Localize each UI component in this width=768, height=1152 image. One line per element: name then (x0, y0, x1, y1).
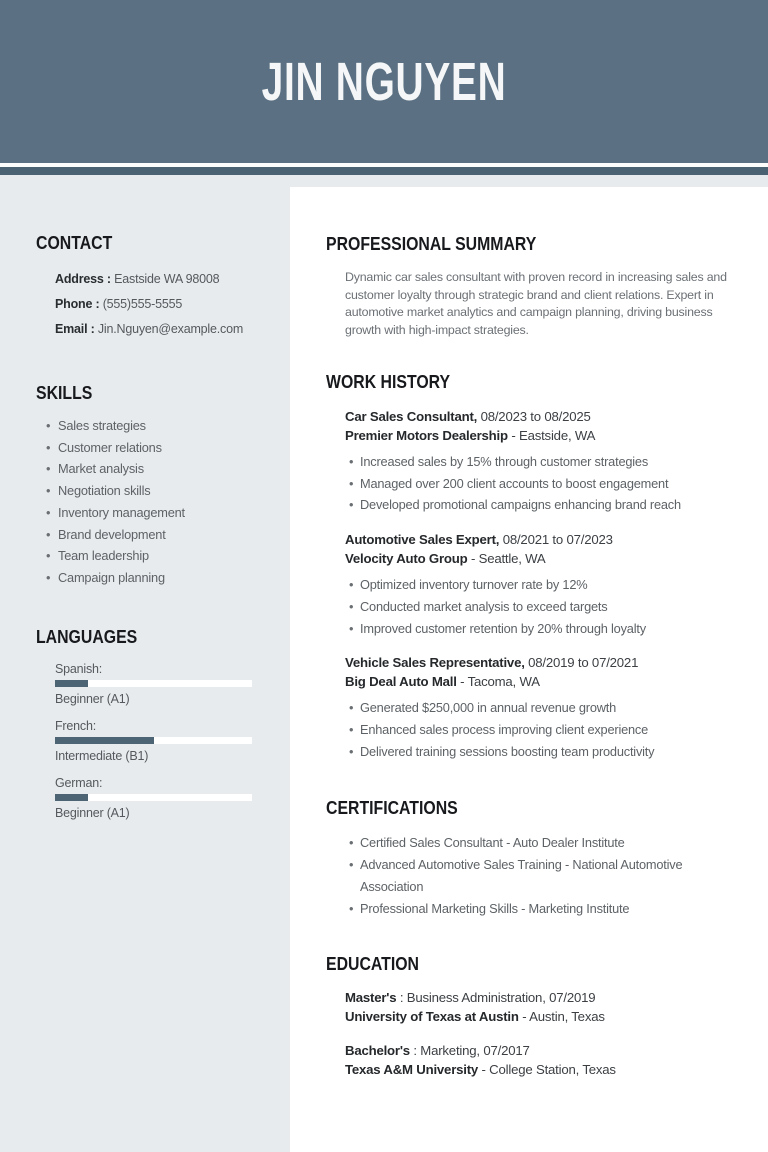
job-employer-line (345, 550, 744, 569)
skill-item: • Market analysis (58, 458, 272, 480)
language-item-spanish (55, 662, 272, 706)
job-bullet: • Generated $250,000 in annual revenue growth (360, 697, 744, 719)
language-level-label: Intermediate (B1) (55, 748, 149, 763)
summary-section-title: PROFESSIONAL SUMMARY (326, 234, 537, 254)
language-level-label: Beginner (A1) (55, 805, 130, 820)
job-title-line (345, 654, 744, 673)
contact-phone (55, 292, 272, 317)
language-name: Spanish: (55, 661, 103, 676)
language-level-bar (55, 680, 252, 687)
certifications-list (326, 832, 744, 920)
degree-line (345, 989, 744, 1008)
language-name: German: (55, 775, 103, 790)
job-employer: Big Deal Auto Mall (345, 673, 457, 689)
job-employer: Premier Motors Dealership (345, 427, 508, 443)
school-name: University of Texas at Austin (345, 1008, 519, 1024)
degree-entry (345, 1042, 744, 1079)
certification-item: • Professional Marketing Skills - Marketing Institute (360, 898, 744, 920)
contact-email (55, 317, 272, 342)
job-bullet: • Delivered training sessions boosting team productivity (360, 741, 744, 763)
contact-list (55, 267, 272, 342)
degree-name: Bachelor's (345, 1043, 410, 1059)
job-bullet-list (345, 574, 744, 639)
job-bullet: • Managed over 200 client accounts to boost engagement (360, 473, 744, 495)
job-title: Automotive Sales Expert, (345, 532, 500, 548)
job-entry (345, 408, 744, 516)
contact-address-label: Address : (55, 272, 111, 286)
language-level-bar-fill (55, 737, 154, 744)
school-name: Texas A&M University (345, 1061, 479, 1077)
resume-body (0, 175, 768, 1152)
job-title-line (345, 408, 744, 427)
skill-item: • Inventory management (58, 502, 272, 524)
degree-line (345, 1042, 744, 1061)
job-bullet: • Conducted market analysis to exceed targets (360, 596, 744, 618)
job-title: Vehicle Sales Representative, (345, 655, 525, 671)
job-bullet: • Developed promotional campaigns enhancing brand reach (360, 494, 744, 516)
school-line (345, 1008, 744, 1027)
school-location: - Austin, Texas (522, 1008, 605, 1024)
candidate-name: JIN NGUYEN (261, 51, 507, 112)
resume-header (0, 0, 768, 163)
job-location: - Tacoma, WA (460, 673, 540, 689)
languages-section-title: LANGUAGES (36, 626, 138, 647)
contact-phone-label: Phone : (55, 297, 100, 311)
work-history-section-title: WORK HISTORY (326, 372, 451, 392)
language-item-german (55, 776, 272, 820)
certifications-section-title: CERTIFICATIONS (326, 798, 458, 819)
contact-email-label: Email : (55, 322, 95, 336)
certification-item: • Advanced Automotive Sales Training - National Automotive Association (360, 854, 744, 898)
education-section-title: EDUCATION (326, 954, 419, 975)
degree-detail: : Marketing, 07/2017 (413, 1043, 530, 1059)
school-line (345, 1061, 744, 1080)
language-level-label: Beginner (A1) (55, 691, 130, 706)
contact-address-value: Eastside WA 98008 (114, 272, 220, 286)
job-employer-line (345, 673, 744, 692)
skill-item: • Sales strategies (58, 415, 272, 437)
skills-list (36, 415, 272, 589)
job-bullet-list (345, 451, 744, 516)
language-item-french (55, 719, 272, 763)
skill-item: • Negotiation skills (58, 480, 272, 502)
degree-entry (345, 989, 744, 1026)
language-level-bar (55, 794, 252, 801)
job-employer-line (345, 427, 744, 446)
job-bullet: • Increased sales by 15% through customer strategies (360, 451, 744, 473)
job-bullet: • Optimized inventory turnover rate by 12% (360, 574, 744, 596)
degree-name: Master's (345, 990, 397, 1006)
language-name: French: (55, 718, 96, 733)
language-level-bar (55, 737, 252, 744)
job-title: Car Sales Consultant, (345, 409, 478, 424)
contact-section-title: CONTACT (36, 233, 113, 253)
job-bullet: • Improved customer retention by 20% through loyalty (360, 618, 744, 640)
skills-section-title: SKILLS (36, 383, 93, 403)
job-bullet: • Enhanced sales process improving client experience (360, 719, 744, 741)
header-divider-dark (0, 167, 768, 175)
job-bullet-list (345, 697, 744, 762)
summary-text: Dynamic car sales consultant with proven record in increasing sales and customer loyalty through strategic brand and client relations. Expert in automotive market analytics and campaign planning, driving business growth with high-impact strategies. (345, 270, 727, 337)
job-entry (345, 531, 744, 639)
skill-item: • Campaign planning (58, 567, 272, 589)
job-location: - Eastside, WA (511, 427, 596, 443)
job-location: - Seattle, WA (470, 550, 546, 566)
skill-item: • Brand development (58, 524, 272, 546)
job-dates: 08/2021 to 07/2023 (502, 532, 613, 548)
skill-item: • Customer relations (58, 437, 272, 459)
main-column (290, 187, 768, 1152)
certification-item: • Certified Sales Consultant - Auto Dealer Institute (360, 832, 744, 854)
degree-detail: : Business Administration, 07/2019 (399, 990, 596, 1006)
job-dates: 08/2023 to 08/2025 (480, 409, 591, 424)
job-dates: 08/2019 to 07/2021 (528, 655, 639, 671)
contact-email-value: Jin.Nguyen@example.com (97, 322, 244, 336)
language-level-bar-fill (55, 680, 88, 687)
job-employer: Velocity Auto Group (345, 550, 468, 566)
job-title-line (345, 531, 744, 550)
school-location: - College Station, Texas (481, 1061, 616, 1077)
skill-item: • Team leadership (58, 545, 272, 567)
languages-list (55, 662, 272, 820)
job-entry (345, 654, 744, 762)
language-level-bar-fill (55, 794, 88, 801)
contact-address (55, 267, 272, 292)
sidebar (0, 175, 290, 1152)
contact-phone-value: (555)555-5555 (102, 297, 183, 311)
